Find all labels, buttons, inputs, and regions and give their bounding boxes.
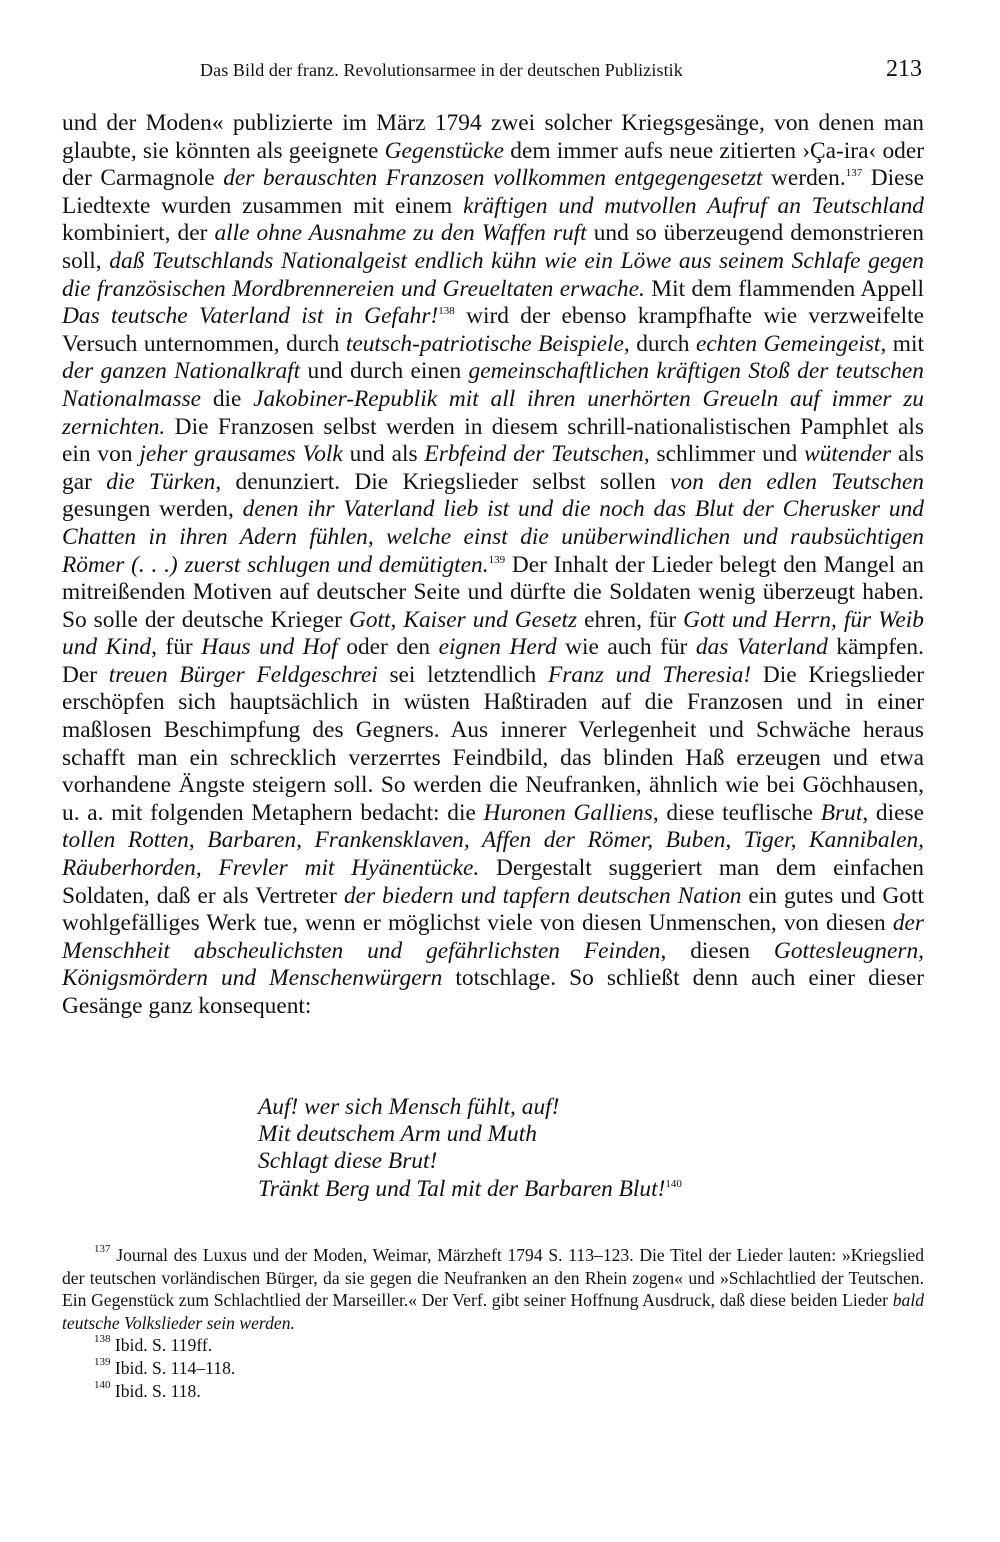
italic-quote: Gegenstücke [384, 137, 505, 164]
italic-quote: Brut [820, 799, 863, 826]
italic-quote: Jakobiner-Republik mit all ihren unerhörten Greueln auf immer zu zernichten. [62, 385, 925, 440]
text-run: sei letztendlich [377, 661, 548, 688]
footnote-140 [62, 1380, 924, 1403]
italic-quote: gemeinschaftlichen kräftigen Stoß der teutschen Nationalmasse [62, 358, 924, 412]
text-run: , denunziert. Die Kriegslieder selbst sollen [215, 468, 671, 495]
running-header [200, 56, 922, 86]
italic-quote: die Türken [106, 468, 216, 495]
italic-quote: echten Gemeingeist [695, 330, 881, 357]
text-run: ehren, für [577, 606, 684, 633]
italic-quote: Gottesleugnern, Königsmördern und Menschenwürgern [62, 937, 924, 992]
text-run: werden. [762, 165, 846, 192]
text-run: kombiniert, der [62, 220, 215, 247]
italic-quote: Das teutsche Vaterland ist in Gefahr! [62, 303, 439, 330]
text-run: , diesen [660, 937, 774, 964]
text-run: und so überzeugend demonstrieren soll, [62, 220, 924, 274]
verse-line: Mit deutschem Arm und Muth [258, 1121, 537, 1148]
italic-quote: der berauschten Franzosen vollkommen entgegengesetzt [223, 165, 763, 192]
text-run: Die Kriegslieder erschöpfen sich hauptsächlich in wüsten Haßtiraden auf die Franzosen und in einer maßlosen Beschimpfung des Gegners. Aus innerer Verlegenheit und Schwäche heraus schafft man ein schrecklich verzerrtes Feindbild, das blinden Haß erzeugen und etwa vorhandene Ängste steigern soll. So werden die Neufranken, ähnlich wie bei Göchhausen, u. a. mit folgenden Metaphern bedacht: die [62, 661, 924, 826]
italic-quote: teutsch-patriotische Beispiele [345, 330, 624, 357]
text-run: , diese [862, 799, 924, 826]
footnote-139 [62, 1357, 924, 1380]
italic-quote: der Menschheit abscheulichsten und gefährlichsten Feinden [62, 910, 924, 964]
italic-quote: der ganzen Nationalkraft [62, 358, 301, 385]
footnote-text: Ibid. S. 118. [110, 1380, 201, 1401]
footnote-number: 139 [94, 1355, 111, 1368]
text-run: Die Franzosen selbst werden in diesem schrill-nationalistischen Pamphlet als ein von [62, 413, 924, 468]
italic-quote: Haus und Hof [201, 634, 338, 661]
text-run: die [201, 385, 254, 412]
page-number: 213 [886, 56, 922, 82]
italic-quote: tollen Rotten, Barbaren, Frankensklaven, Affen der Römer, Buben, Tiger, Kannibalen, Räuberhorden, Frevler mit Hyänentücke. [62, 827, 924, 882]
body-paragraph [62, 110, 924, 1021]
footnote-text: Ibid. S. 114–118. [110, 1357, 236, 1378]
italic-quote: treuen Bürger Feldgeschrei [108, 661, 378, 688]
text-run: Der Inhalt der Lieder belegt den Mangel an mitreißenden Motiven auf deutscher Seite und dürfte die Soldaten wenig überzeugt haben. So solle der deutsche Krieger [62, 551, 924, 633]
verse-block [258, 1094, 858, 1203]
footnote-137 [62, 1244, 924, 1334]
footnotes [62, 1244, 924, 1402]
italic-quote: bald teutsche Volkslieder sein werden. [62, 1290, 924, 1333]
text-run: Mit dem flammenden Appell [644, 275, 924, 302]
text-run: , für [151, 634, 202, 661]
text-run: , diese teuflische [652, 799, 821, 826]
italic-quote: Huronen Galliens [483, 799, 653, 826]
text-run: , schlimmer und [643, 441, 805, 468]
italic-quote: denen ihr Vaterland lieb ist und die noch das Blut der Cherusker und Chatten in ihren Adern fühlen, welche einst die unüberwindlichen und raubsüchtigen Römer (. . .) zuerst schlugen und demütigten. [62, 496, 924, 578]
footnote-marker: 139 [488, 553, 506, 566]
footnote-number: 138 [94, 1333, 111, 1346]
italic-quote: Gott und Herrn, für Weib und Kind [62, 606, 925, 661]
text-run: , durch [623, 330, 696, 357]
footnote-text: Ibid. S. 119ff. [110, 1335, 213, 1356]
text-run: als gar [62, 441, 924, 495]
italic-quote: das Vaterland [695, 634, 828, 661]
italic-quote: eignen Herd [438, 634, 557, 661]
footnote-marker: 137 [94, 1243, 111, 1255]
text-run: und durch einen [300, 358, 469, 385]
text-run: Diese Liedtexte wurden zusammen mit einem [62, 165, 924, 219]
italic-quote: kräftigen und mutvollen Aufruf an Teutschland [463, 192, 924, 219]
italic-quote: Gott, Kaiser und Gesetz [348, 606, 578, 633]
footnote-138 [62, 1334, 924, 1357]
footnote-number: 140 [94, 1378, 111, 1391]
italic-quote: wütender [804, 441, 892, 468]
footnote-marker: 140 [665, 1177, 682, 1190]
italic-quote: der biedern und tapfern deutschen Nation [343, 882, 742, 909]
text-run: , mit [880, 330, 924, 357]
text-run: wie auch für [556, 634, 696, 661]
italic-quote: Erbfeind der Teutschen [424, 441, 644, 468]
italic-quote: Franz und Theresia! [547, 661, 752, 688]
text-run: und als [342, 441, 425, 468]
text-run: wird der ebenso krampfhafte wie verzweifelte Versuch unternommen, durch [62, 303, 925, 357]
main-text [62, 110, 924, 1021]
text-run: ein gutes und Gott wohlgefälliges Werk tue, wenn er möglichst viele von diesen Unmenschen, von diesen [62, 882, 924, 937]
footnote-marker: 138 [438, 305, 455, 318]
text-run: und der Moden« publizierte im März 1794 zwei solcher Kriegsgesänge, von denen man glaubte, sie könnten als geeignete [62, 110, 924, 164]
italic-quote: von den edlen Teutschen [670, 468, 924, 495]
text-run: oder den [337, 634, 439, 661]
italic-quote: jeher grausames Volk [139, 441, 343, 468]
text-run: dem immer aufs neue zitierten ›Ça-ira‹ oder der Carmagnole [62, 137, 925, 192]
italic-quote: alle ohne Ausnahme zu den Waffen ruft [214, 220, 587, 247]
text-run: Dergestalt suggeriert man dem einfachen Soldaten, daß er als Vertreter [62, 855, 924, 909]
verse-line: Auf! wer sich Mensch fühlt, auf! [258, 1094, 560, 1120]
text-run: totschlage. So schließt denn auch einer dieser Gesänge ganz konsequent: [62, 965, 924, 1019]
footnote-marker: 137 [845, 167, 863, 180]
verse-line: Tränkt Berg und Tal mit der Barbaren Blut!$^{140}$ [258, 1175, 682, 1202]
text-run: Journal des Luxus und der Moden, Weimar, Märzheft 1794 S. 113–123. Die Titel der Lieder lauten: »Kriegslied der teutschen vorländischen Bürger, da sie gegen die Neufranken an den Rhein zogen« und »Schlachtlied der Teutschen. Ein Gegenstück zum Schlachtlied der Marseiller.« Der Verf. gibt seiner Hoffnung Ausdruck, daß diese beiden Lieder [62, 1245, 924, 1311]
verse-line: Schlagt diese Brut! [258, 1148, 438, 1175]
text-run: gesungen werden, [62, 496, 243, 523]
running-title: Das Bild der franz. Revolutionsarmee in der deutschen Publizistik [200, 60, 683, 80]
text-run: kämpfen. Der [62, 634, 924, 688]
italic-quote: daß Teutschlands Nationalgeist endlich kühn wie ein Löwe aus seinem Schlafe gegen die französischen Mordbrennereien und Greueltaten erwache. [62, 247, 924, 302]
